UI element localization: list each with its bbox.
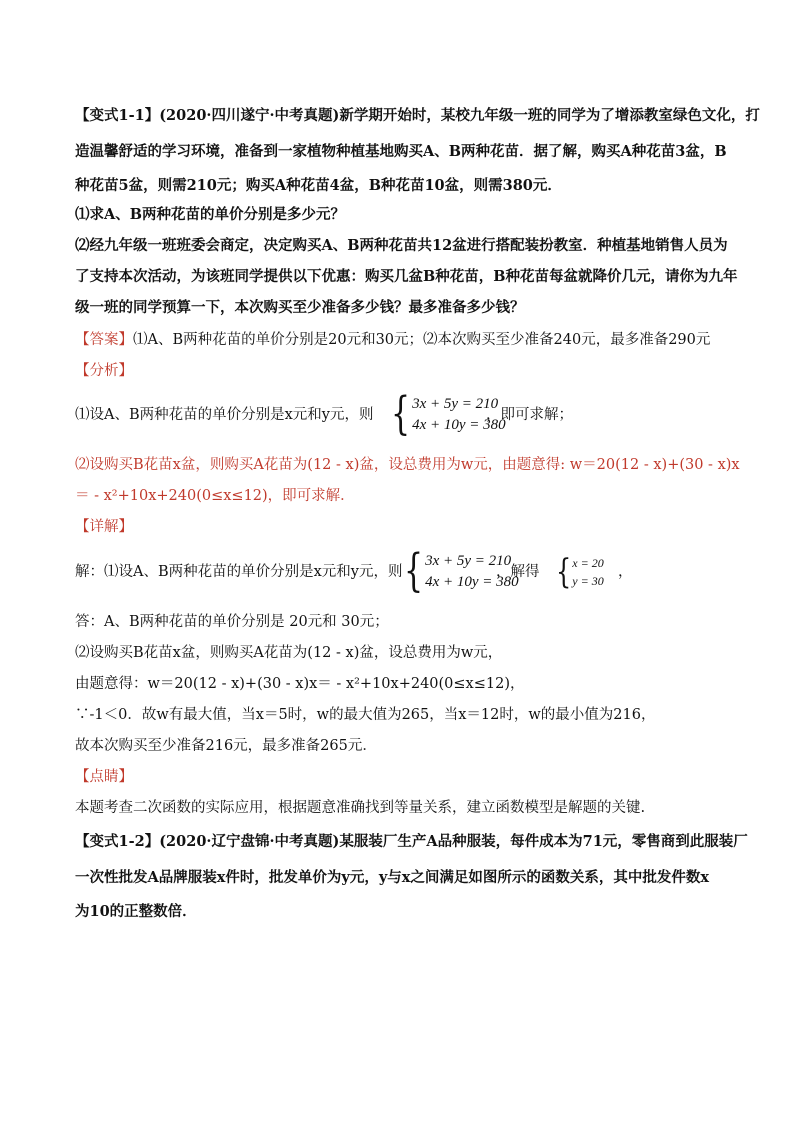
- problem1-line2: 造温馨舒适的学习环境，准备到一家植物种植基地购买A、B两种花苗．据了解，购买A种花苗3盆，B: [75, 143, 727, 160]
- problem1-q2-line3: 级一班的同学预算一下，本次购买至少准备多少钱？最多准备多少钱？: [75, 299, 525, 316]
- analysis-p2-line2: ＝ - x²+10x+240(0≤x≤12)，即可求解．: [75, 488, 355, 504]
- problem2-line1: 【变式1-2】(2020·辽宁盘锦·中考真题)某服装厂生产A品种服装，每件成本为71元，零售商到此服装厂: [75, 833, 748, 850]
- problem1-q2-line2: 了支持本次活动，为该班同学提供以下优惠：购买几盆B种花苗，B种花苗每盆就降价几元，请你为九年: [75, 268, 738, 285]
- comment-tag: 【点睛】: [75, 769, 133, 785]
- left-brace-icon: {: [391, 388, 411, 441]
- detail-sol2: y = 30: [572, 574, 604, 588]
- detail-l4: 由题意得：w＝20(12 - x)+(30 - x)x＝ - x²+10x+240(0≤x≤12)，: [75, 676, 525, 692]
- left-brace-icon: {: [556, 552, 572, 592]
- detail-l1-pre: 解：⑴设A、B两种花苗的单价分别是x元和y元，则: [75, 564, 403, 580]
- problem1-q2-line1: ⑵经九年级一班班委会商定，决定购买A、B两种花苗共12盆进行搭配装扮教室．种植基地销售人员为: [75, 237, 728, 254]
- problem1-line3: 种花苗5盆，则需210元；购买A种花苗4盆，B种花苗10盆，则需380元．: [75, 177, 562, 194]
- answer-text: ⑴A、B两种花苗的单价分别是20元和30元；⑵本次购买至少准备240元，最多准备290元: [133, 332, 711, 348]
- detail-l5: ∵-1＜0．故w有最大值，当x＝5时，w的最大值为265，当x＝12时，w的最小值为216，: [75, 707, 656, 723]
- detail-l1-mid: ，解得: [496, 564, 540, 580]
- left-brace-icon: {: [404, 545, 424, 598]
- answer-line: [75, 330, 725, 350]
- detail-sol1: x = 20: [572, 556, 604, 570]
- analysis-p1-pre: ⑴设A、B两种花苗的单价分别是x元和y元，则: [75, 407, 374, 423]
- detail-eq1: 3x + 5y = 210: [425, 553, 512, 569]
- detail-l1-post: ，: [618, 564, 633, 580]
- detail-l6: 故本次购买至少准备216元，最多准备265元．: [75, 738, 377, 754]
- detail-eq2: 4x + 10y = 380: [425, 574, 519, 590]
- analysis-eq2: 4x + 10y = 380: [412, 417, 506, 433]
- analysis-eq1: 3x + 5y = 210: [412, 396, 499, 412]
- analysis-tag: 【分析】: [75, 363, 133, 379]
- detail-tag: 【详解】: [75, 519, 133, 535]
- problem2-line2: 一次性批发A品牌服装x件时，批发单价为y元，y与x之间满足如图所示的函数关系，其中批发件数x: [75, 869, 710, 886]
- detail-solution-system: [556, 553, 604, 591]
- analysis-p1-post: ，即可求解；: [486, 407, 573, 423]
- answer-tag: 【答案】: [75, 332, 133, 348]
- detail-l2: 答：A、B两种花苗的单价分别是 20元和 30元；: [75, 614, 389, 630]
- problem1-q1: ⑴求A、B两种花苗的单价分别是多少元？: [75, 206, 346, 223]
- problem2-line3: 为10的正整数倍．: [75, 903, 197, 920]
- detail-l3: ⑵设购买B花苗x盆，则购买A花苗为(12 - x)盆，设总费用为w元，: [75, 645, 503, 661]
- problem1-header: 【变式1-1】(2020·四川遂宁·中考真题)新学期开始时，某校九年级一班的同学为了增添教室绿色文化，打: [75, 107, 760, 124]
- analysis-p2-line1: ⑵设购买B花苗x盆，则购买A花苗为(12 - x)盆，设总费用为w元，由题意得: w＝20(12 - x)+(30 - x)x: [75, 457, 740, 473]
- comment-text: 本题考查二次函数的实际应用，根据题意准确找到等量关系，建立函数模型是解题的关键.: [75, 800, 646, 816]
